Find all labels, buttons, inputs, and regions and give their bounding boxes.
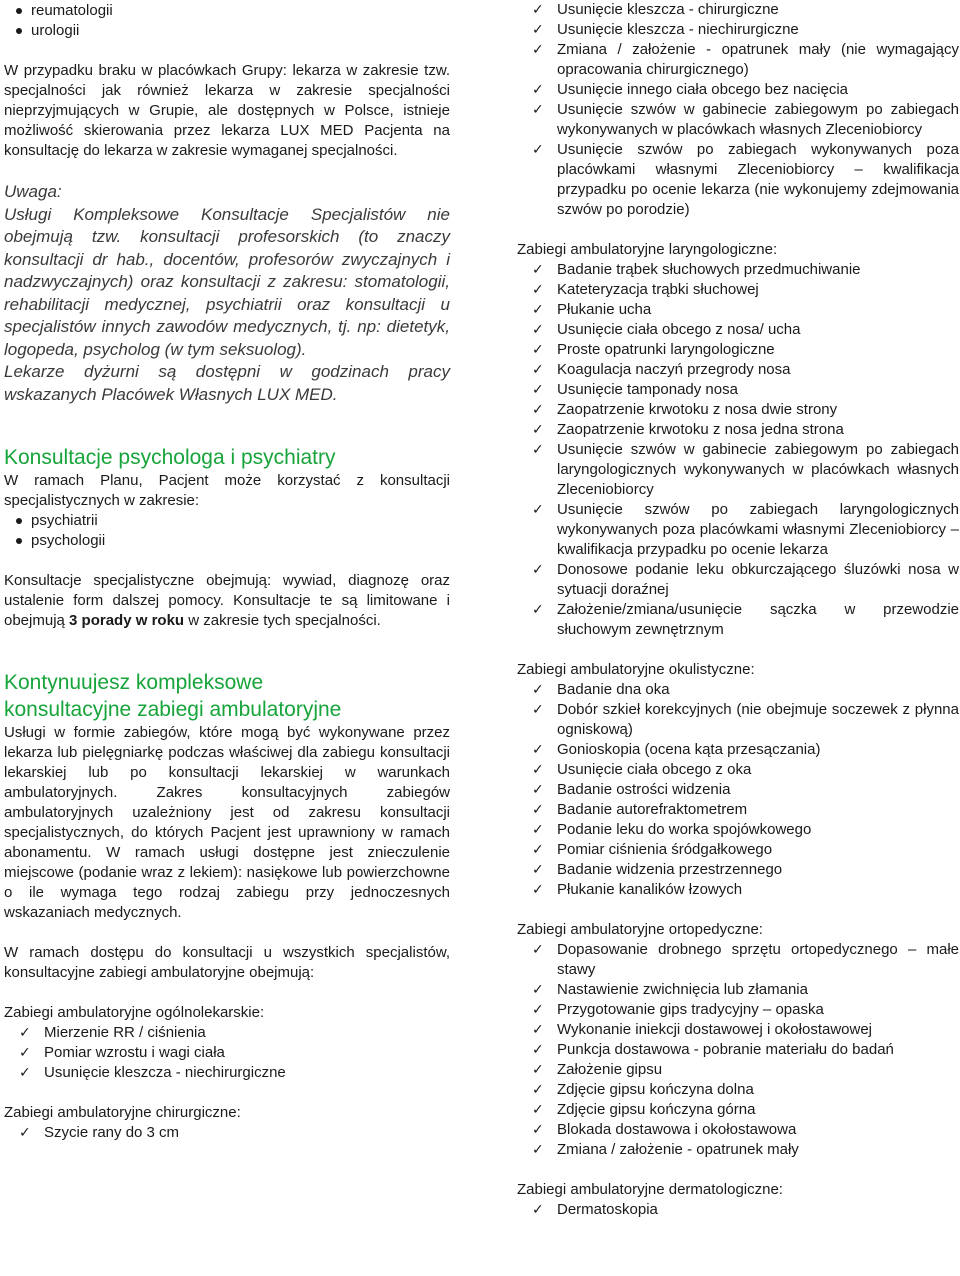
list-item: ✓ Usunięcie kleszcza - niechirurgiczne <box>517 20 959 40</box>
surgical-procedures-list <box>4 1123 450 1143</box>
list-item: ✓ Badanie autorefraktometrem <box>517 800 959 820</box>
list-item: ✓ Usunięcie szwów po zabiegach laryngologicznych wykonywanych poza placówkami własnymi Zleceniobiorcy – kwalifikacja przypadku po ocenie lekarza <box>517 500 959 560</box>
note-text-duty: Lekarze dyżurni są dostępni w godzinach pracy wskazanych Placówek Własnych LUX MED. <box>4 362 450 404</box>
note-block <box>4 181 450 406</box>
list-item: ✓ Zaopatrzenie krwotoku z nosa dwie strony <box>517 400 959 420</box>
list-item: ✓ Blokada dostawowa i okołostawowa <box>517 1120 959 1140</box>
list-item: ✓ Gonioskopia (ocena kąta przesączania) <box>517 740 959 760</box>
referral-paragraph: W przypadku braku w placówkach Grupy: lekarza w zakresie tzw. specjalności jak również lekarza w zakresie specjalności nieprzyjmujących w Grupie, ale dostępnych w Polsce, istnieje możliwość skierowania przez lekarza LUX MED Pacjenta na konsultację do lekarza w zakresie wymaganej specjalności. <box>4 62 450 159</box>
list-item: ✓ Usunięcie szwów w gabinecie zabiegowym po zabiegach wykonywanych w placówkach własnych Zleceniobiorcy <box>517 100 959 140</box>
surgical-procedures-title: Zabiegi ambulatoryjne chirurgiczne: <box>4 1104 241 1121</box>
list-item: ✓ Usunięcie kleszcza - niechirurgiczne <box>4 1063 450 1083</box>
psych-para-text: Konsultacje specjalistyczne obejmują: wywiad, diagnozę oraz ustalenie form dalszej pomocy. Konsultacje te są limitowane i obejmują <box>4 572 450 629</box>
list-item: ✓ Usunięcie innego ciała obcego bez nacięcia <box>517 80 959 100</box>
psych-intro: W ramach Planu, Pacjent może korzystać z konsultacji specjalistycznych w zakresie: <box>4 472 450 509</box>
list-item: ✓ Badanie ostrości widzenia <box>517 780 959 800</box>
list-item: ✓ Płukanie ucha <box>517 300 959 320</box>
right-column <box>517 0 959 1220</box>
list-item: ✓ Pomiar ciśnienia śródgałkowego <box>517 840 959 860</box>
section-heading-ambulatory <box>4 669 450 723</box>
list-item: ✓ Badanie trąbek słuchowych przedmuchiwanie <box>517 260 959 280</box>
surgical-procedures-list-cont <box>517 0 959 220</box>
heading-line: Kontynuujesz kompleksowe <box>4 671 264 694</box>
specialty-bullets <box>4 1 450 41</box>
general-procedures-title: Zabiegi ambulatoryjne ogólnolekarskie: <box>4 1004 265 1021</box>
list-item: ✓ Pomiar wzrostu i wagi ciała <box>4 1043 450 1063</box>
list-item: urologii <box>4 21 450 41</box>
list-item: ✓ Usunięcie kleszcza - chirurgiczne <box>517 0 959 20</box>
list-item: ✓ Usunięcie ciała obcego z nosa/ ucha <box>517 320 959 340</box>
list-item: ✓ Założenie/zmiana/usunięcie sączka w przewodzie słuchowym zewnętrznym <box>517 600 959 640</box>
note-label: Uwaga: <box>4 182 62 201</box>
left-column <box>4 0 450 1143</box>
list-item: ✓ Kateteryzacja trąbki słuchowej <box>517 280 959 300</box>
ambulatory-paragraph-2: W ramach dostępu do konsultacji u wszystkich specjalistów, konsultacyjne zabiegi ambulatoryjne obejmują: <box>4 944 450 981</box>
list-item: ✓ Podanie leku do worka spojówkowego <box>517 820 959 840</box>
list-item: ✓ Badanie widzenia przestrzennego <box>517 860 959 880</box>
psych-para-text-end: w zakresie tych specjalności. <box>184 612 381 629</box>
list-item: ✓ Zdjęcie gipsu kończyna dolna <box>517 1080 959 1100</box>
orthopedics-title: Zabiegi ambulatoryjne ortopedyczne: <box>517 921 763 938</box>
psych-paragraph <box>4 571 450 631</box>
list-item: ✓ Szycie rany do 3 cm <box>4 1123 450 1143</box>
list-item: ✓ Założenie gipsu <box>517 1060 959 1080</box>
list-item: ✓ Usunięcie tamponady nosa <box>517 380 959 400</box>
ophthalmology-title: Zabiegi ambulatoryjne okulistyczne: <box>517 661 755 678</box>
psych-limit: 3 porady w roku <box>69 612 185 629</box>
section-heading-psych: Konsultacje psychologa i psychiatry <box>4 446 336 469</box>
list-item: ✓ Zdjęcie gipsu kończyna górna <box>517 1100 959 1120</box>
list-item: ✓ Płukanie kanalików łzowych <box>517 880 959 900</box>
list-item: ✓ Usunięcie ciała obcego z oka <box>517 760 959 780</box>
list-item: ✓ Usunięcie szwów w gabinecie zabiegowym po zabiegach laryngologicznych wykonywanych w placówkach własnych Zleceniobiorcy <box>517 440 959 500</box>
orthopedics-list <box>517 940 959 1160</box>
list-item: ✓ Nastawienie zwichnięcia lub złamania <box>517 980 959 1000</box>
list-item: ✓ Donosowe podanie leku obkurczającego śluzówki nosa w sytuacji doraźnej <box>517 560 959 600</box>
list-item: ✓ Zmiana / założenie - opatrunek mały (nie wymagający opracowania chirurgicznego) <box>517 40 959 80</box>
dermatology-title: Zabiegi ambulatoryjne dermatologiczne: <box>517 1181 783 1198</box>
list-item: psychologii <box>4 531 450 551</box>
list-item: psychiatrii <box>4 511 450 531</box>
list-item: ✓ Wykonanie iniekcji dostawowej i okołostawowej <box>517 1020 959 1040</box>
list-item: ✓ Dopasowanie drobnego sprzętu ortopedycznego – małe stawy <box>517 940 959 980</box>
laryngology-title: Zabiegi ambulatoryjne laryngologiczne: <box>517 241 778 258</box>
note-text: Usługi Kompleksowe Konsultacje Specjalistów nie obejmują tzw. konsultacji profesorskich (to znaczy konsultacji dr hab., docentów, profesorów zwyczajnych i nadzwyczajnych) oraz konsultacji z zakresu: stomatologii, rehabilitacji medycznej, psychiatrii oraz konsultacji u specjalistów innych zawodów medycznych, tj. np: dietetyk, logopeda, psycholog (w tym seksuolog). <box>4 204 450 359</box>
heading-line: konsultacyjne zabiegi ambulatoryjne <box>4 698 342 721</box>
list-item: ✓ Dermatoskopia <box>517 1200 959 1220</box>
ophthalmology-list <box>517 680 959 900</box>
list-item: ✓ Dobór szkieł korekcyjnych (nie obejmuje soczewek z płynna ogniskową) <box>517 700 959 740</box>
list-item: ✓ Punkcja dostawowa - pobranie materiału do badań <box>517 1040 959 1060</box>
list-item: ✓ Koagulacja naczyń przegrody nosa <box>517 360 959 380</box>
list-item: ✓ Zmiana / założenie - opatrunek mały <box>517 1140 959 1160</box>
list-item: ✓ Proste opatrunki laryngologiczne <box>517 340 959 360</box>
general-procedures-list <box>4 1023 450 1083</box>
list-item: ✓ Zaopatrzenie krwotoku z nosa jedna strona <box>517 420 959 440</box>
list-item: ✓ Badanie dna oka <box>517 680 959 700</box>
laryngology-list <box>517 260 959 640</box>
dermatology-list <box>517 1200 959 1220</box>
list-item: ✓ Mierzenie RR / ciśnienia <box>4 1023 450 1043</box>
ambulatory-paragraph: Usługi w formie zabiegów, które mogą być wykonywane przez lekarza lub pielęgniarkę podczas właściwej dla zabiegu konsultacji lekarskiej lub po konsultacji lekarskiej w warunkach ambulatoryjnych. Zakres konsultacyjnych zabiegów ambulatoryjnych uzależniony jest od zakresu konsultacji specjalistycznych, do których Pacjent jest uprawniony w ramach abonamentu. W ramach usługi dostępne jest znieczulenie miejscowe (podanie wraz z lekiem): nasiękowe lub powierzchowne o ile wymaga tego rodzaj zabiegu przy jednoczesnych wskazaniach medycznych. <box>4 724 450 921</box>
list-item: reumatologii <box>4 1 450 21</box>
list-item: ✓ Usunięcie szwów po zabiegach wykonywanych poza placówkami własnymi Zleceniobiorcy – kwalifikacja przypadku po ocenie lekarza (nie wykonujemy zdejmowania szwów po porodzie) <box>517 140 959 220</box>
list-item: ✓ Przygotowanie gips tradycyjny – opaska <box>517 1000 959 1020</box>
psych-bullets <box>4 511 450 551</box>
